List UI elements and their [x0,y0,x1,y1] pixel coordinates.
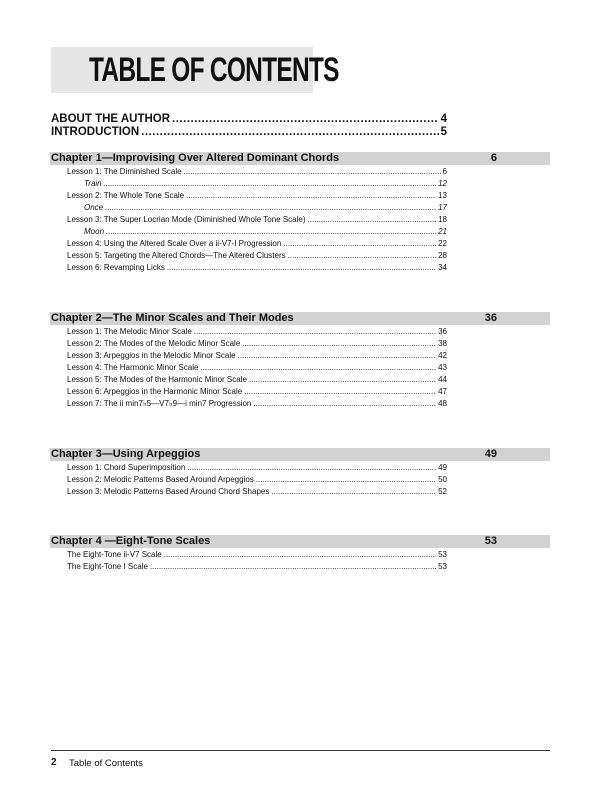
entry-page: 48 [438,399,447,408]
dot-leader [283,239,436,249]
dot-leader [200,363,436,373]
entry-page: 12 [438,179,447,188]
toc-lesson-entry[interactable] [67,399,447,409]
page-title: TABLE OF CONTENTS [89,51,339,89]
entry-label: Lesson 4: Using the Altered Scale Over a ii-V7-I Progression [67,239,282,248]
entry-page: 44 [438,375,447,384]
toc-lesson-entry[interactable] [67,387,447,397]
entry-page: 52 [438,487,447,496]
chapter-title: Chapter 3—Using Arpeggios [51,448,201,460]
toc-lesson-entry[interactable] [67,263,447,273]
entry-label: Lesson 3: Melodic Patterns Based Around Chord Shapes [67,487,270,496]
entry-page: 34 [438,263,447,272]
toc-lesson-entry[interactable] [67,215,447,225]
dot-leader [194,327,436,337]
chapter-page: 49 [484,448,497,460]
entry-page: 5 [440,126,447,138]
toc-entry-introduction[interactable] [51,126,447,138]
entry-page: 53 [438,562,447,571]
toc-lesson-entry[interactable] [67,562,447,572]
entry-page: 36 [438,327,447,336]
toc-lesson-entry[interactable] [67,191,447,201]
title-banner [51,47,339,93]
entry-page: 6 [442,167,447,176]
toc-lesson-entry[interactable] [67,363,447,373]
entry-label: Lesson 2: Melodic Patterns Based Around Arpeggios [67,475,254,484]
entry-page: 49 [438,463,447,472]
dot-leader [308,215,437,225]
dot-leader [288,251,436,261]
toc-entry-about-author[interactable] [51,113,447,125]
entry-label: Lesson 1: Chord Superimposition [67,463,186,472]
toc-lesson-entry[interactable] [67,251,447,261]
dot-leader [164,550,436,560]
entry-page: 38 [438,339,447,348]
toc-subentry[interactable] [84,179,447,189]
chapter-page: 6 [490,152,497,164]
entry-label: Lesson 6: Revamping Licks [67,263,165,272]
entry-label: Once [84,203,104,212]
entry-label: Lesson 2: The Modes of the Melodic Minor Scale [67,339,241,348]
footer-page-number: 2 [51,757,57,768]
toc-lesson-entry[interactable] [67,487,447,497]
dot-leader [186,191,436,201]
entry-label: The Eight-Tone ii-V7 Scale [67,550,162,559]
entry-label: Lesson 1: The Diminished Scale [67,167,182,176]
chapter-heading[interactable] [50,152,550,165]
entry-page: 18 [438,215,447,224]
chapter-heading[interactable] [50,448,550,461]
dot-leader [105,203,436,213]
chapter-heading[interactable] [50,535,550,548]
entry-label: Lesson 6: Arpeggios in the Harmonic Minor Scale [67,387,243,396]
entry-page: 42 [438,351,447,360]
toc-lesson-entry[interactable] [67,327,447,337]
entry-page: 28 [438,251,447,260]
entry-label: Train [84,179,102,188]
toc-lesson-entry[interactable] [67,550,447,560]
dot-leader [167,263,436,273]
entry-page: 53 [438,550,447,559]
footer-label: Table of Contents [69,758,143,769]
entry-page: 21 [438,227,447,236]
entry-label: Lesson 5: The Modes of the Harmonic Minor Scale [67,375,247,384]
toc-subentry[interactable] [84,227,447,237]
entry-page: 50 [438,475,447,484]
entry-label: Lesson 5: Targeting the Altered Chords—The Altered Clusters [67,251,286,260]
toc-lesson-entry[interactable] [67,351,447,361]
dot-leader [172,113,439,125]
entry-label: Lesson 4: The Harmonic Minor Scale [67,363,199,372]
chapter-heading[interactable] [50,312,550,325]
dot-leader [141,126,438,138]
toc-lesson-entry[interactable] [67,375,447,385]
chapter-title: Chapter 2—The Minor Scales and Their Modes [51,312,294,324]
toc-subentry[interactable] [84,203,447,213]
entry-label: ABOUT THE AUTHOR [51,113,171,125]
dot-leader [104,179,436,189]
entry-label: Moon [84,227,105,236]
entry-page: 43 [438,363,447,372]
toc-lesson-entry[interactable] [67,339,447,349]
dot-leader [187,463,436,473]
entry-label: The Eight-Tone I Scale [67,562,148,571]
dot-leader [244,387,436,397]
entry-label: INTRODUCTION [51,126,140,138]
dot-leader [271,487,436,497]
chapter-page: 53 [484,535,497,547]
toc-lesson-entry[interactable] [67,239,447,249]
entry-label: Lesson 7: The ii min7♭5—V7♭9—i min7 Progression [67,399,252,408]
entry-label: Lesson 3: The Super Locrian Mode (Diminished Whole Tone Scale) [67,215,306,224]
toc-lesson-entry[interactable] [67,463,447,473]
chapter-title: Chapter 4 —Eight-Tone Scales [51,535,211,547]
dot-leader [249,375,436,385]
entry-page: 13 [438,191,447,200]
entry-label: Lesson 3: Arpeggios in the Melodic Minor Scale [67,351,236,360]
chapter-title: Chapter 1—Improvising Over Altered Dominant Chords [51,152,340,164]
toc-lesson-entry[interactable] [67,167,447,177]
dot-leader [184,167,441,177]
entry-page: 22 [438,239,447,248]
entry-label: Lesson 1: The Melodic Minor Scale [67,327,192,336]
dot-leader [238,351,437,361]
dot-leader [150,562,436,572]
entry-label: Lesson 2: The Whole Tone Scale [67,191,185,200]
dot-leader [256,475,436,485]
dot-leader [106,227,436,237]
dot-leader [242,339,436,349]
chapter-page: 36 [484,312,497,324]
entry-page: 47 [438,387,447,396]
entry-page: 4 [440,113,447,125]
entry-page: 17 [438,203,447,212]
dot-leader [253,399,436,409]
footer-rule [51,750,550,751]
toc-lesson-entry[interactable] [67,475,447,485]
